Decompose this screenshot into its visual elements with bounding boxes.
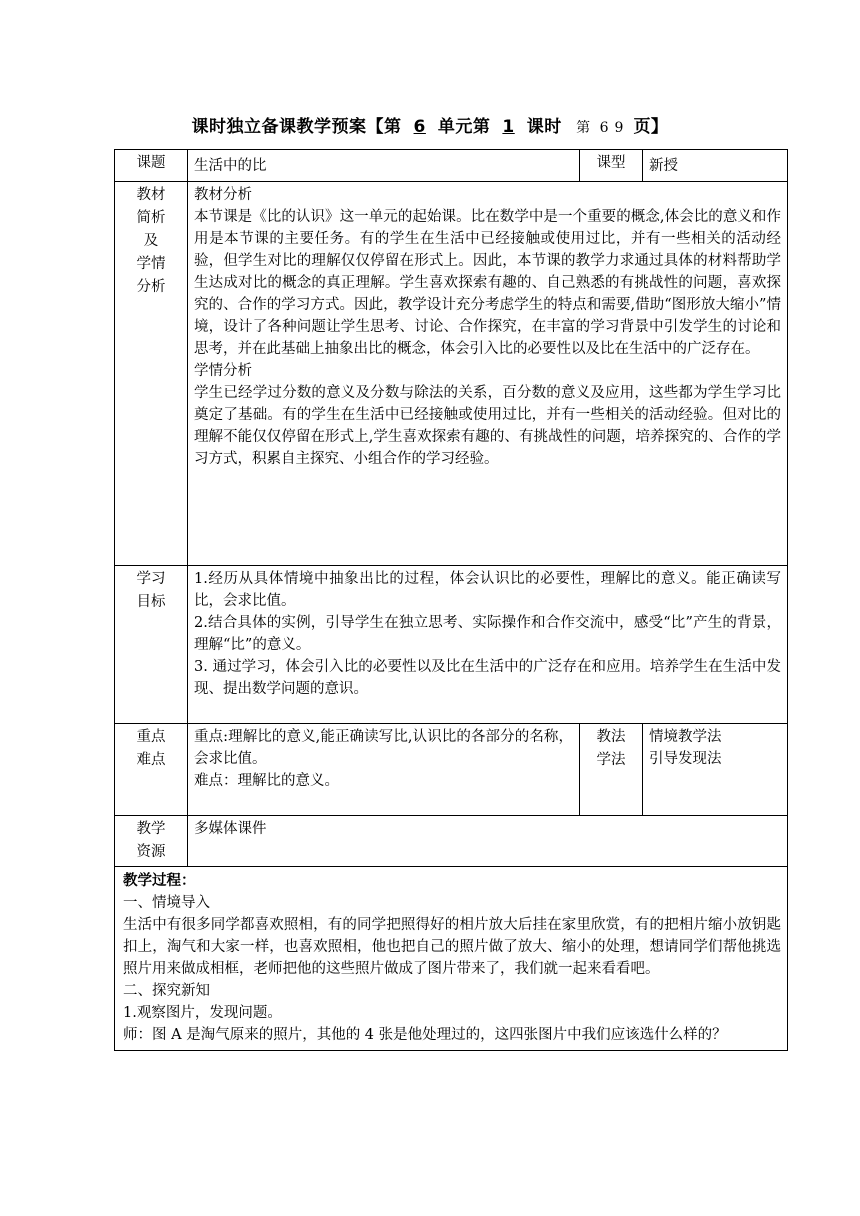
analysis-label-line: 学情 <box>136 256 166 272</box>
page-suffix: 页】 <box>633 117 669 137</box>
page-prefix: 第 <box>576 120 591 136</box>
unit-number: 6 <box>413 117 426 137</box>
goal-item: 3. 通过学习，体会引入比的必要性以及比在生活中的广泛存在和应用。培养学生在生活中发现、提出数学问题的意识。 <box>194 659 781 697</box>
goals-content <box>188 566 788 724</box>
page-title <box>0 112 860 137</box>
lesson-plan-table <box>114 149 788 1051</box>
topic-value: 生活中的比 <box>188 150 580 182</box>
process-section-heading: 二、探究新知 <box>123 983 210 999</box>
goal-item: 2.结合具体的实例，引导学生在独立思考、实际操作和合作交流中，感受“比”产生的背景，理解“比”的意义。 <box>194 615 781 653</box>
row-process <box>115 867 788 1051</box>
analysis-label <box>115 182 188 566</box>
process-step: 1.观察图片，发现问题。 <box>123 1005 282 1021</box>
title-main: 课时独立备课教学预案【第 <box>191 117 402 137</box>
method-label-line: 教法 <box>596 729 626 745</box>
resources-label-line: 资源 <box>136 844 166 860</box>
process-section-heading: 一、情境导入 <box>123 895 210 911</box>
process-teacher-text: 师：图 A 是淘气原来的照片，其他的 4 张是他处理过的，这四张图片中我们应该选什么样的？ <box>123 1027 727 1043</box>
textbook-analysis-text: 本节课是《比的认识》这一单元的起始课。比在数学中是一个重要的概念,体会比的意义和作用是本节课的主要任务。有的学生在生活中已经接触或使用过比，并有一些相关的活动经验，但学生对比的理解仅仅停留在形式上。因此，本节课的教学力求通过具体的材料帮助学生达成对比的概念的真正理解。学生喜欢探索有趣的、自己熟悉的有挑战性的问题，喜欢探究的、合作的学习方式。因此，教学设计充分考虑学生的特点和需要,借助“图形放大缩小”情境，设计了各种问题让学生思考、讨论、合作探究，在丰富的学习背景中引发学生的讨论和思考，并在此基础上抽象出比的概念，体会引入比的必要性以及比在生活中的广泛存在。 <box>194 209 781 357</box>
title-lesson-word: 课时 <box>526 117 562 137</box>
resources-label <box>115 816 188 867</box>
goals-label <box>115 566 188 724</box>
row-resources <box>115 816 788 867</box>
process-title: 教学过程： <box>123 873 196 889</box>
keypoints-label-line: 重点 <box>136 729 166 745</box>
row-topic <box>115 150 788 182</box>
resources-label-line: 教学 <box>136 821 166 837</box>
goals-label-line: 目标 <box>136 594 166 610</box>
analysis-label-line: 教材 <box>136 187 166 203</box>
row-analysis <box>115 182 788 566</box>
keypoints-content <box>188 724 580 816</box>
student-analysis-text: 学生已经学过分数的意义及分数与除法的关系，百分数的意义及应用，这些都为学生学习比奠定了基础。有的学生在生活中已经接触或使用过比，并有一些相关的活动经验。但对比的理解不能仅仅停留在形式上,学生喜欢探索有趣的、有挑战性的问题，培养探究的、合作的学习方式，积累自主探究、小组合作的学习经验。 <box>194 385 781 467</box>
goals-label-line: 学习 <box>136 571 166 587</box>
analysis-label-line: 简析 <box>136 210 166 226</box>
topic-label: 课题 <box>115 150 188 182</box>
student-analysis-heading: 学情分析 <box>194 363 252 379</box>
row-keypoints <box>115 724 788 816</box>
resources-value: 多媒体课件 <box>188 816 788 867</box>
row-goals <box>115 566 788 724</box>
analysis-label-line: 分析 <box>136 279 166 295</box>
key-point-text: 重点:理解比的意义,能正确读写比,认识比的各部分的名称，会求比值。 <box>194 729 573 767</box>
analysis-content <box>188 182 788 566</box>
page-number-label <box>576 120 633 136</box>
method-item: 情境教学法 <box>649 729 722 745</box>
type-value: 新授 <box>643 150 788 182</box>
method-label-line: 学法 <box>596 752 626 768</box>
goal-item: 1.经历从具体情境中抽象出比的过程，体会认识比的必要性，理解比的意义。能正确读写比，会求比值。 <box>194 571 781 609</box>
method-item: 引导发现法 <box>649 751 722 767</box>
process-content <box>115 867 788 1051</box>
type-label: 课型 <box>580 150 643 182</box>
lesson-number: 1 <box>502 117 515 137</box>
keypoints-label <box>115 724 188 816</box>
page-number: 69 <box>599 120 630 136</box>
difficulty-text: 难点：理解比的意义。 <box>194 773 339 789</box>
analysis-label-line: 及 <box>143 233 159 249</box>
keypoints-label-line: 难点 <box>136 752 166 768</box>
method-content <box>643 724 788 816</box>
process-intro-text: 生活中有很多同学都喜欢照相，有的同学把照得好的相片放大后挂在家里欣赏，有的把相片缩小放钥匙扣上，淘气和大家一样，也喜欢照相，他也把自己的照片做了放大、缩小的处理，想请同学们帮他挑选照片用来做成相框，老师把他的这些照片做成了图片带来了，我们就一起来看看吧。 <box>123 917 781 977</box>
method-label <box>580 724 643 816</box>
title-unit-word: 单元第 <box>437 117 491 137</box>
textbook-analysis-heading: 教材分析 <box>194 187 252 203</box>
